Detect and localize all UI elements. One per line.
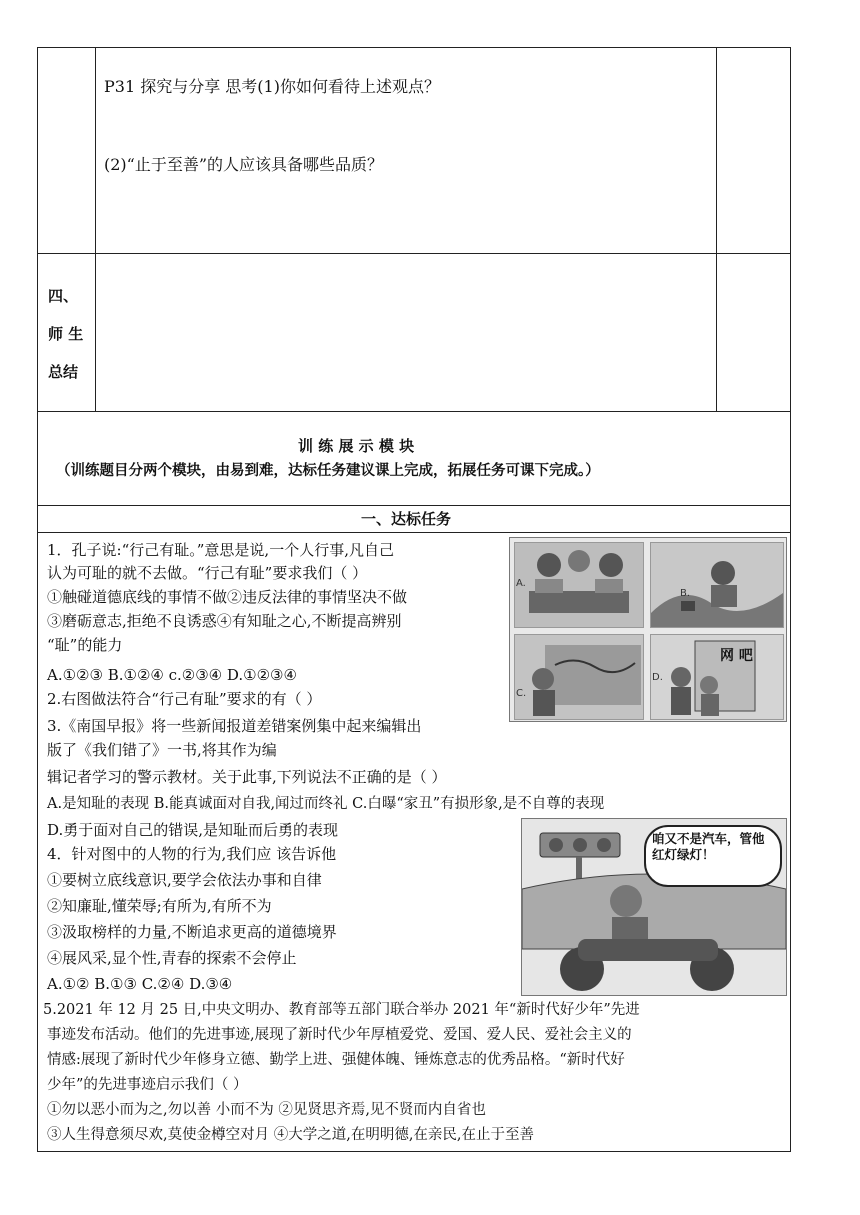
cartoon-label-c: C. — [516, 688, 527, 699]
cartoon-label-a: A. — [516, 578, 526, 589]
cartoon-panel-d — [650, 634, 784, 720]
question-2: 2.右图做法符合“行己有耻”要求的有（ ） — [47, 690, 322, 708]
cartoon-figure-abcd — [509, 537, 787, 722]
question-4-options: A.①② B.①③ C.②④ D.③④ — [47, 975, 233, 993]
question-1-line-5: “耻”的能力 — [47, 636, 123, 654]
question-4-line-3: ②知廉耻,懂荣辱;有所为,有所不为 — [47, 897, 272, 915]
question-5-line-3: 情感:展现了新时代少年修身立德、勤学上进、强健体魄、锤炼意志的优秀品格。“新时代好 — [47, 1052, 625, 1068]
cartoon-figure-red-light — [521, 818, 787, 996]
table-border-right — [790, 47, 791, 1152]
cartoon-panel-c — [514, 634, 644, 720]
question-3-line-5: D.勇于面对自己的错误,是知耻而后勇的表现 — [47, 821, 339, 839]
internet-cafe-illustration — [651, 635, 783, 719]
table-border-top — [37, 47, 791, 48]
table-col-divider-2 — [716, 47, 717, 411]
students-cheating-illustration — [515, 543, 643, 627]
question-4-line-2: ①要树立底线意识,要学会依法办事和自律 — [47, 871, 322, 889]
question-5-line-2: 事迹发布活动。他们的先进事迹,展现了新时代少年厚植爱党、爱国、爱人民、爱社会主义的 — [47, 1027, 632, 1043]
table-border-bottom — [37, 1151, 791, 1152]
question-5-line-5: ①勿以恶小而为之,勿以善 小而不为 ②见贤思齐焉,见不贤而内自省也 — [47, 1102, 486, 1118]
training-module-title: 训 练 展 示 模 块 — [298, 437, 415, 455]
question-4-line-5: ④展风采,显个性,青春的探索不会停止 — [47, 949, 297, 967]
question-1-line-4: ③磨砺意志,拒绝不良诱惑④有知耻之心,不断提高辨别 — [47, 612, 402, 630]
littering-illustration — [651, 543, 783, 627]
table-border-left — [37, 47, 38, 1152]
graffiti-illustration — [515, 635, 643, 719]
question-4-line-1: 4．针对图中的人物的行为,我们应 该告诉他 — [47, 845, 337, 863]
table-col-divider-1 — [95, 47, 96, 411]
section4-label-summary: 总结 — [48, 363, 79, 381]
section4-label-teacher-student: 师 生 — [48, 325, 84, 343]
question-4-line-4: ③汲取榜样的力量,不断追求更高的道德境界 — [47, 923, 337, 941]
cartoon-panel-a — [514, 542, 644, 628]
question-1-line-1: 1．孔子说:“行己有耻。”意思是说,一个人行事,凡自己 — [47, 541, 394, 559]
question-1-line-3: ①触碰道德底线的事情不做②违反法律的事情坚决不做 — [47, 588, 408, 606]
cartoon-panel-b — [650, 542, 784, 628]
discussion-question-1: P31 探究与分享 思考(1)你如何看待上述观点？ — [104, 77, 440, 96]
table-row-divider-4 — [37, 532, 791, 533]
question-5-line-4: 少年”的先进事迹启示我们（ ） — [47, 1077, 248, 1093]
section4-label-number: 四、 — [48, 287, 79, 305]
cartoon-label-d: D. — [652, 672, 663, 683]
question-3-line-1: 3.《南国早报》将一些新闻报道差错案例集中起来编辑出 — [47, 717, 422, 735]
question-1-options: A.①②③ B.①②④ c.②③④ D.①②③④ — [47, 666, 297, 684]
discussion-question-2: (2)“止于至善”的人应该具备哪些品质？ — [104, 155, 384, 174]
question-5-line-1: 5.2021 年 12 月 25 日,中央文明办、教育部等五部门联合举办 2021 年“新时代好少年”先进 — [43, 1002, 640, 1018]
training-module-subtitle: （训练题目分两个模块，由易到难，达标任务建议课上完成，拓展任务可课下完成。） — [56, 463, 600, 479]
question-3-line-2: 版了《我们错了》一书,将其作为编 — [47, 741, 277, 759]
speech-bubble-text: 咱又不是汽车，管他红灯绿灯！ — [652, 831, 765, 862]
question-3-line-3: 辑记者学习的警示教材。关于此事,下列说法不正确的是（ ） — [47, 768, 447, 786]
question-5-line-6: ③人生得意须尽欢,莫使金樽空对月 ④大学之道,在明明德,在亲民,在止于至善 — [47, 1127, 535, 1143]
question-3-line-4: A.是知耻的表现 B.能真诚面对自我,闻过而终礼 C.白曝“家丑”有损形象,是不自尊的表现 — [47, 796, 605, 812]
question-1-line-2: 认为可耻的就不去做。“行己有耻”要求我们（ ） — [47, 564, 368, 582]
table-row-divider-2 — [37, 411, 791, 412]
table-row-divider-3 — [37, 505, 791, 506]
task-section-header: 一、达标任务 — [361, 510, 452, 528]
internet-cafe-sign: 网 吧 — [720, 648, 753, 664]
cartoon-label-b: B. — [680, 588, 691, 599]
table-row-divider-1 — [37, 253, 791, 254]
